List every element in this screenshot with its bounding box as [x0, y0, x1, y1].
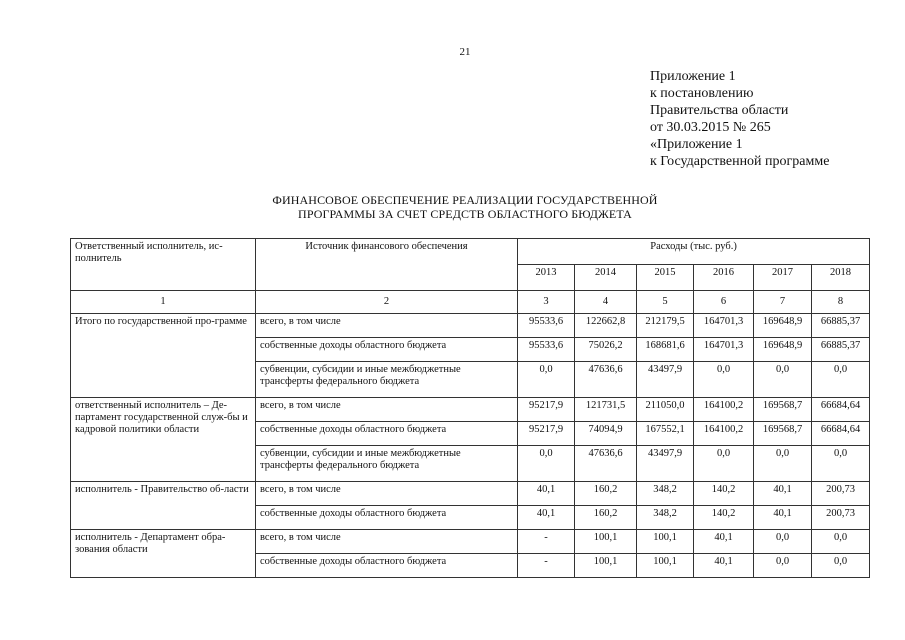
value-cell: - [518, 554, 575, 578]
source-cell: субвенции, субсидии и иные межбюджетные трансферты федерального бюджета [256, 446, 518, 482]
value-cell: 169568,7 [754, 398, 812, 422]
appendix-line: Приложение 1 [650, 69, 736, 84]
value-cell: 200,73 [812, 482, 870, 506]
value-cell: 0,0 [518, 446, 575, 482]
appendix-line: к постановлению [650, 86, 754, 101]
value-cell: 160,2 [575, 482, 637, 506]
value-cell: 168681,6 [637, 338, 694, 362]
value-cell: 0,0 [812, 446, 870, 482]
table-row [71, 530, 870, 554]
source-cell: всего, в том числе [256, 398, 518, 422]
value-cell: 0,0 [812, 362, 870, 398]
value-cell: 164701,3 [694, 338, 754, 362]
column-index: 6 [694, 291, 754, 314]
document-title [230, 193, 700, 221]
value-cell: 40,1 [694, 554, 754, 578]
value-cell: 47636,6 [575, 446, 637, 482]
appendix-note [650, 68, 829, 170]
source-cell: собственные доходы областного бюджета [256, 554, 518, 578]
executor-cell: ответственный исполнитель – Де-партамент государственной служ-бы и кадровой политики области [71, 398, 256, 482]
header-year: 2016 [694, 265, 754, 291]
appendix-line: от 30.03.2015 № 265 [650, 120, 771, 135]
value-cell: 66885,37 [812, 338, 870, 362]
column-index: 4 [575, 291, 637, 314]
header-expenses: Расходы (тыс. руб.) [518, 239, 870, 265]
value-cell: 47636,6 [575, 362, 637, 398]
value-cell: 100,1 [637, 554, 694, 578]
value-cell: 164100,2 [694, 398, 754, 422]
title-line: ПРОГРАММЫ ЗА СЧЕТ СРЕДСТВ ОБЛАСТНОГО БЮДЖЕТА [298, 207, 632, 221]
table-row [71, 482, 870, 506]
value-cell: 0,0 [694, 446, 754, 482]
column-index: 1 [71, 291, 256, 314]
value-cell: 0,0 [812, 530, 870, 554]
value-cell: 164701,3 [694, 314, 754, 338]
value-cell: 40,1 [518, 482, 575, 506]
value-cell: 95217,9 [518, 422, 575, 446]
source-cell: собственные доходы областного бюджета [256, 422, 518, 446]
value-cell: 95533,6 [518, 338, 575, 362]
value-cell: 200,73 [812, 506, 870, 530]
source-cell: собственные доходы областного бюджета [256, 338, 518, 362]
value-cell: 122662,8 [575, 314, 637, 338]
value-cell: 40,1 [754, 482, 812, 506]
appendix-line: Правительства области [650, 103, 789, 118]
value-cell: 211050,0 [637, 398, 694, 422]
header-source: Источник финансового обеспечения [256, 239, 518, 291]
value-cell: 43497,9 [637, 446, 694, 482]
value-cell: 169568,7 [754, 422, 812, 446]
value-cell: 348,2 [637, 506, 694, 530]
source-cell: всего, в том числе [256, 530, 518, 554]
column-index: 5 [637, 291, 694, 314]
header-executor: Ответственный исполнитель, ис-полнитель [71, 239, 256, 291]
value-cell: 348,2 [637, 482, 694, 506]
title-line: ФИНАНСОВОЕ ОБЕСПЕЧЕНИЕ РЕАЛИЗАЦИИ ГОСУДАРСТВЕННОЙ [272, 193, 658, 207]
column-index: 3 [518, 291, 575, 314]
financing-table [70, 238, 870, 578]
value-cell: 0,0 [754, 362, 812, 398]
source-cell: собственные доходы областного бюджета [256, 506, 518, 530]
value-cell: 0,0 [694, 362, 754, 398]
value-cell: 66885,37 [812, 314, 870, 338]
value-cell: 100,1 [637, 530, 694, 554]
value-cell: 43497,9 [637, 362, 694, 398]
value-cell: 0,0 [754, 554, 812, 578]
value-cell: 140,2 [694, 506, 754, 530]
appendix-line: «Приложение 1 [650, 137, 743, 152]
value-cell: 167552,1 [637, 422, 694, 446]
column-index: 2 [256, 291, 518, 314]
source-cell: субвенции, субсидии и иные межбюджетные трансферты федерального бюджета [256, 362, 518, 398]
value-cell: 0,0 [754, 446, 812, 482]
header-year: 2015 [637, 265, 694, 291]
executor-cell: исполнитель - Департамент обра-зования области [71, 530, 256, 578]
header-year: 2014 [575, 265, 637, 291]
value-cell: 66684,64 [812, 398, 870, 422]
value-cell: 74094,9 [575, 422, 637, 446]
value-cell: 169648,9 [754, 338, 812, 362]
executor-cell: Итого по государственной про-грамме [71, 314, 256, 398]
value-cell: 100,1 [575, 530, 637, 554]
value-cell: 121731,5 [575, 398, 637, 422]
value-cell: 212179,5 [637, 314, 694, 338]
value-cell: 95217,9 [518, 398, 575, 422]
value-cell: - [518, 530, 575, 554]
value-cell: 160,2 [575, 506, 637, 530]
value-cell: 0,0 [754, 530, 812, 554]
header-year: 2013 [518, 265, 575, 291]
value-cell: 40,1 [518, 506, 575, 530]
column-index: 7 [754, 291, 812, 314]
appendix-line: к Государственной программе [650, 154, 830, 169]
value-cell: 140,2 [694, 482, 754, 506]
value-cell: 66684,64 [812, 422, 870, 446]
header-year: 2018 [812, 265, 870, 291]
value-cell: 0,0 [518, 362, 575, 398]
value-cell: 169648,9 [754, 314, 812, 338]
source-cell: всего, в том числе [256, 482, 518, 506]
value-cell: 75026,2 [575, 338, 637, 362]
value-cell: 40,1 [694, 530, 754, 554]
value-cell: 40,1 [754, 506, 812, 530]
table-row [71, 398, 870, 422]
value-cell: 100,1 [575, 554, 637, 578]
table-row [71, 314, 870, 338]
executor-cell: исполнитель - Правительство об-ласти [71, 482, 256, 530]
value-cell: 95533,6 [518, 314, 575, 338]
page-number: 21 [459, 46, 471, 58]
value-cell: 0,0 [812, 554, 870, 578]
header-year: 2017 [754, 265, 812, 291]
column-index: 8 [812, 291, 870, 314]
source-cell: всего, в том числе [256, 314, 518, 338]
value-cell: 164100,2 [694, 422, 754, 446]
